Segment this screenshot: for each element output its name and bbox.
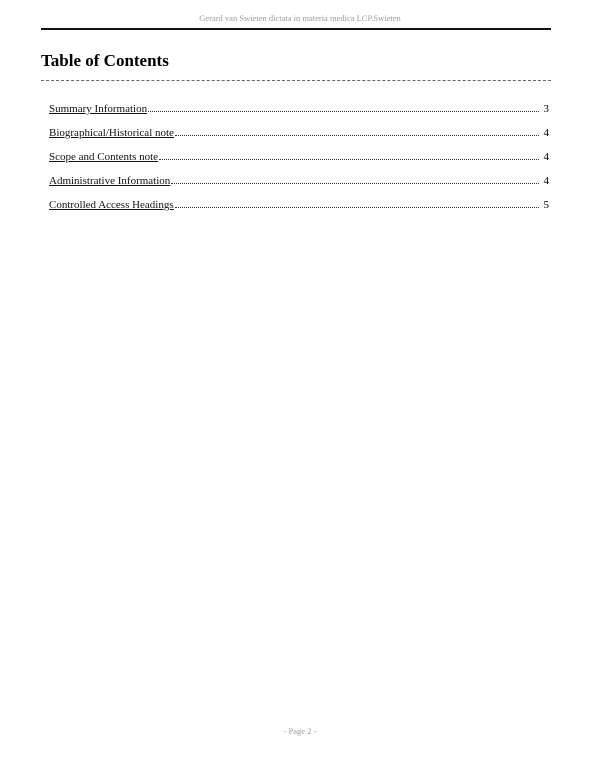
toc-divider bbox=[41, 80, 551, 81]
toc-page-number: 4 bbox=[543, 151, 549, 163]
toc-link-administrative-information[interactable]: Administrative Information bbox=[49, 175, 171, 187]
toc-page-number: 4 bbox=[543, 127, 549, 139]
dot-leader bbox=[175, 126, 539, 136]
header-rule bbox=[41, 28, 551, 30]
dot-leader bbox=[175, 198, 539, 208]
toc-link-summary-information[interactable]: Summary Information bbox=[49, 103, 148, 115]
toc-entry-administrative-information bbox=[49, 173, 549, 197]
toc-link-controlled-access-headings[interactable]: Controlled Access Headings bbox=[49, 199, 174, 211]
dot-leader bbox=[159, 150, 539, 160]
toc-entry-summary-information bbox=[49, 101, 549, 125]
running-header: Gerard van Swieten dictata in materia medica LCP.Swieten bbox=[199, 13, 401, 23]
toc-entry-scope-and-contents-note bbox=[49, 149, 549, 173]
toc-link-scope-and-contents-note[interactable]: Scope and Contents note bbox=[49, 151, 159, 163]
dot-leader bbox=[148, 102, 539, 112]
toc-page-number: 4 bbox=[543, 175, 549, 187]
toc-entry-controlled-access-headings bbox=[49, 197, 549, 221]
page-footer: - Page 2 - bbox=[283, 726, 317, 736]
toc-list bbox=[49, 101, 549, 221]
toc-page-number: 3 bbox=[543, 103, 549, 115]
toc-entry-biographical-historical-note bbox=[49, 125, 549, 149]
toc-title: Table of Contents bbox=[41, 51, 169, 70]
toc-page-number: 5 bbox=[543, 199, 549, 211]
toc-link-biographical-historical-note[interactable]: Biographical/Historical note bbox=[49, 127, 174, 139]
dot-leader bbox=[171, 174, 539, 184]
